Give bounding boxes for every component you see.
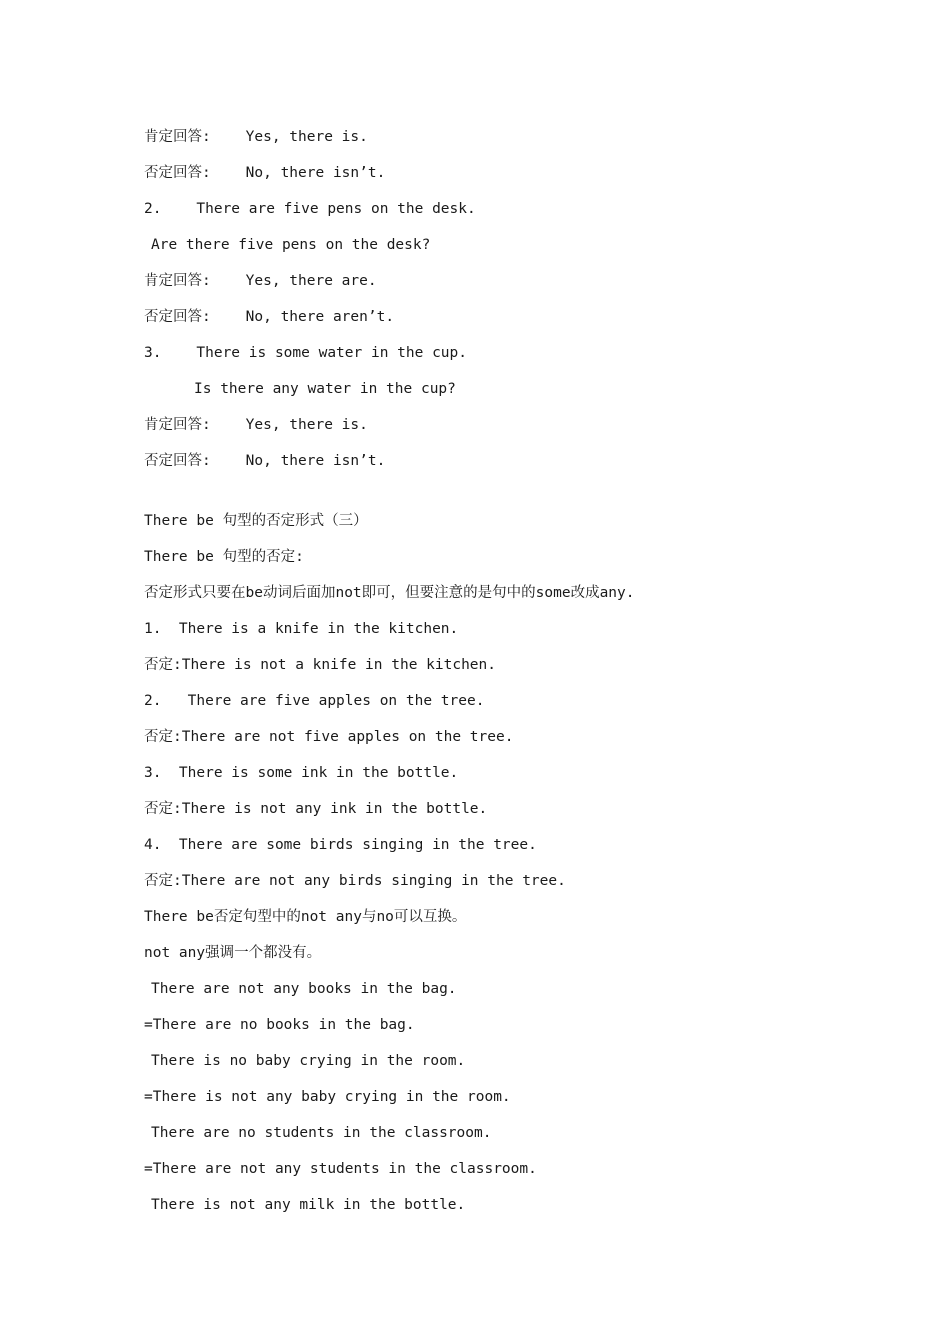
pair-3-equivalent: =There are not any students in the classroom. [144,1161,537,1177]
emphasis-note: not any强调一个都没有。 [144,945,322,961]
neg-example-3-negative: 否定:There is not any ink in the bottle. [144,801,488,817]
neg-example-2-negative: 否定:There are not five apples on the tree. [144,729,514,745]
pair-4-sentence: There is not any milk in the bottle. [151,1197,466,1213]
answer-no-1: 否定回答: No, there isn’t. [144,165,386,181]
pair-1-sentence: There are not any books in the bag. [151,981,457,997]
interchange-note: There be否定句型中的not any与no可以互换。 [144,909,467,925]
pair-1-equivalent: =There are no books in the bag. [144,1017,415,1033]
pair-2-sentence: There is no baby crying in the room. [151,1053,466,1069]
neg-example-1-negative: 否定:There is not a knife in the kitchen. [144,657,497,673]
answer-yes-2: 肯定回答: Yes, there are. [144,273,377,289]
neg-example-3: 3. There is some ink in the bottle. [144,765,459,781]
example-3-question: Is there any water in the cup? [194,381,456,397]
example-2-sentence: 2. There are five pens on the desk. [144,201,476,217]
answer-no-3: 否定回答: No, there isn’t. [144,453,386,469]
answer-yes-3: 肯定回答: Yes, there is. [144,417,368,433]
example-2-question: Are there five pens on the desk? [151,237,431,253]
rule-text: 否定形式只要在be动词后面加not即可，但要注意的是句中的some改成any. [144,585,635,601]
answer-yes-1: 肯定回答: Yes, there is. [144,129,368,145]
pair-3-sentence: There are no students in the classroom. [151,1125,492,1141]
neg-example-4-negative: 否定:There are not any birds singing in the tree. [144,873,566,889]
example-3-sentence: 3. There is some water in the cup. [144,345,468,361]
section-subheading: There be 句型的否定: [144,549,304,565]
neg-example-2: 2. There are five apples on the tree. [144,693,485,709]
pair-2-equivalent: =There is not any baby crying in the room. [144,1089,511,1105]
neg-example-1: 1. There is a knife in the kitchen. [144,621,459,637]
neg-example-4: 4. There are some birds singing in the tree. [144,837,537,853]
section-heading: There be 句型的否定形式（三） [144,513,368,529]
answer-no-2: 否定回答: No, there aren’t. [144,309,395,325]
